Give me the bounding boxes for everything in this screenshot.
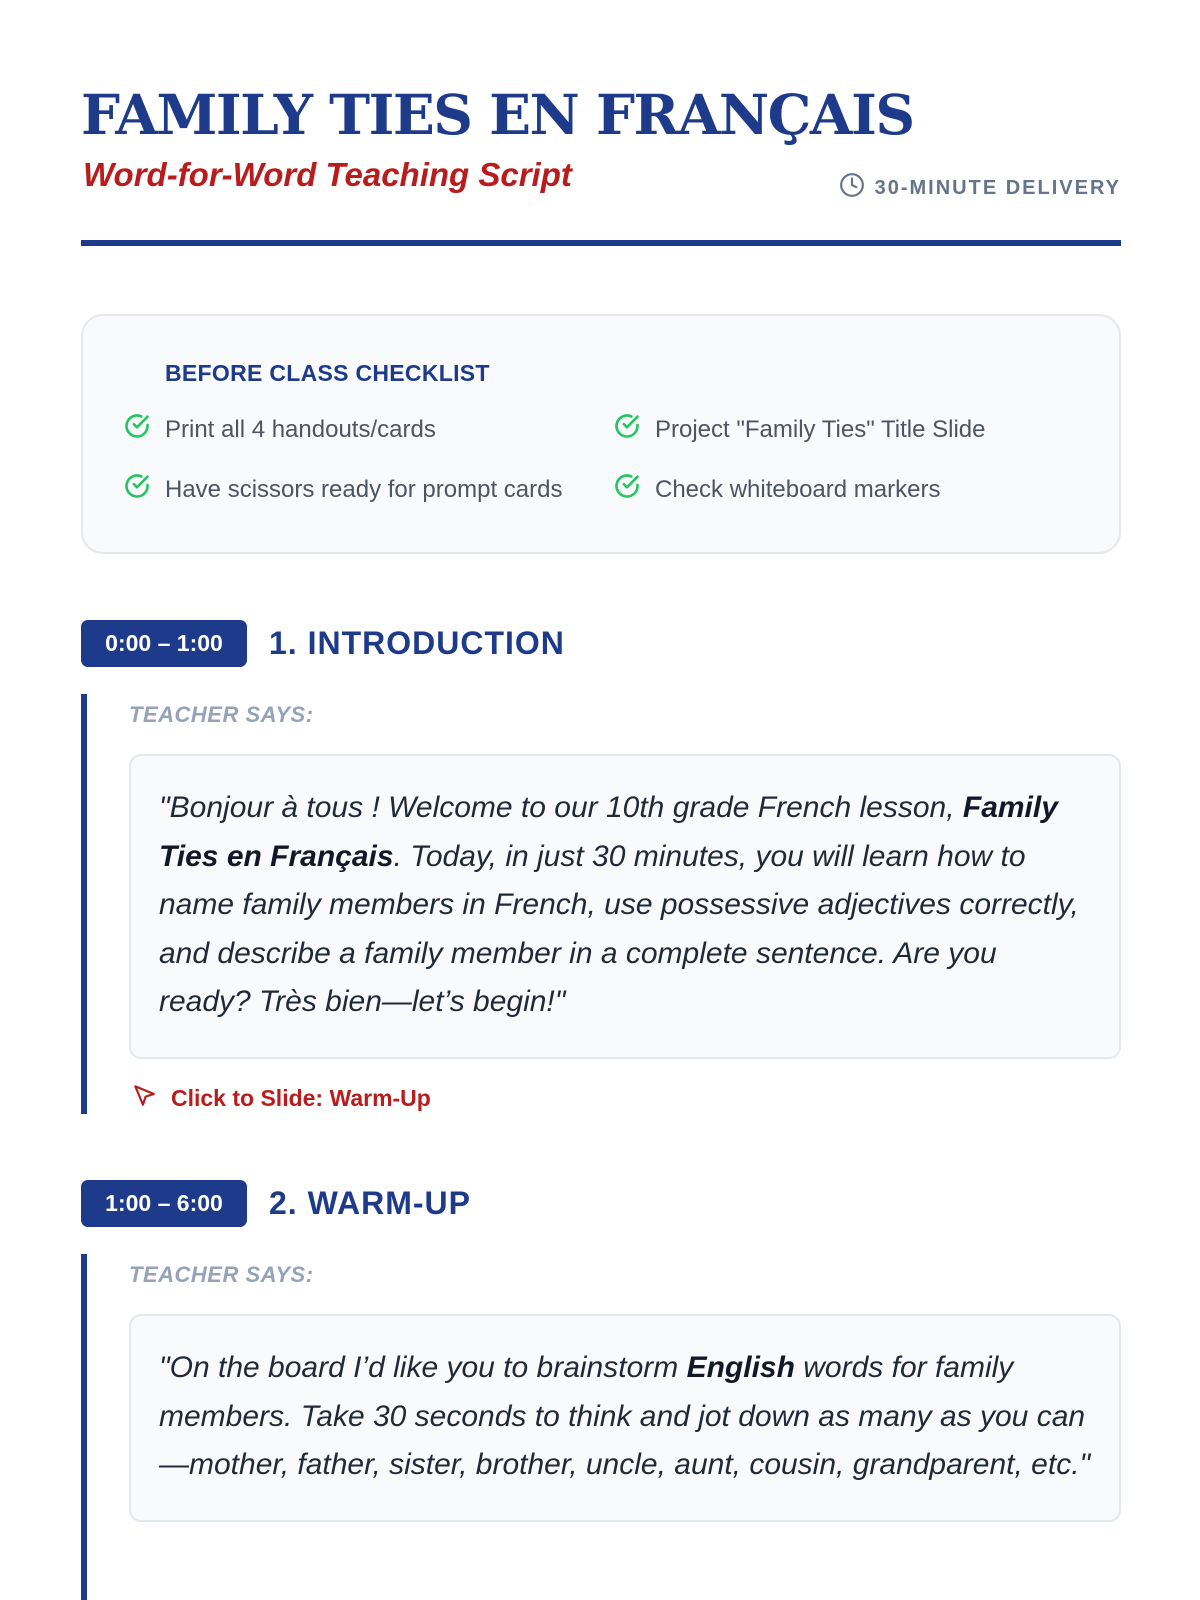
check-circle-icon [123,412,151,447]
checklist-item [123,472,562,507]
header-divider [81,240,1121,246]
quote-text: "On the board I’d like you to brainstorm [159,1351,687,1384]
section-body-introduction [81,694,1121,1114]
slide-cue-link[interactable] [131,1082,431,1114]
before-class-checklist [81,314,1121,554]
checklist-item-label: Have scissors ready for prompt cards [165,475,563,503]
checklist-item [613,412,985,447]
delivery-label: 30-MINUTE DELIVERY [874,176,1121,199]
page-title: FAMILY TIES EN FRANÇAIS [81,82,914,147]
section-body-warm-up [81,1254,1121,1600]
teacher-says-label: TEACHER SAYS: [129,1262,314,1287]
quote-emphasis: English [686,1351,795,1384]
quote-text: . Today, in just 30 minutes, you will learn how to name family members in French, use possessive adjectives correctly, and describe a family member in a complete sentence. Are you ready? Très bien—let’s begin!" [159,839,1079,1018]
checklist-item-label: Check whiteboard markers [655,475,941,503]
teacher-script-quote [129,1314,1121,1522]
check-circle-icon [123,472,151,507]
quote-emphasis: Family Ties en Français [159,791,1058,873]
teacher-script-quote [129,754,1121,1059]
time-badge: 1:00 – 6:00 [81,1180,247,1227]
time-badge: 0:00 – 1:00 [81,620,247,667]
checklist-item [123,412,436,447]
section-header-introduction [81,620,565,667]
section-title: 1. INTRODUCTION [269,625,565,661]
check-circle-icon [613,412,641,447]
quote-text: "Bonjour à tous ! Welcome to our 10th grade French lesson, [159,791,963,824]
clock-icon [839,172,865,204]
checklist-item-label: Project "Family Ties" Title Slide [655,415,986,443]
section-header-warm-up [81,1180,471,1227]
delivery-badge [839,172,1121,204]
cursor-click-icon [131,1082,157,1114]
checklist-title: BEFORE CLASS CHECKLIST [165,360,490,386]
slide-cue-label: Click to Slide: Warm-Up [171,1084,431,1111]
quote-text: words for family members. Take 30 seconds to think and jot down as many as you can—mother, father, sister, brother, uncle, aunt, cousin, grandparent, etc." [159,1351,1091,1481]
teacher-says-label: TEACHER SAYS: [129,702,314,727]
check-circle-icon [613,472,641,507]
page-subtitle: Word-for-Word Teaching Script [83,156,572,193]
checklist-item-label: Print all 4 handouts/cards [165,415,436,443]
checklist-item [613,472,940,507]
section-title: 2. WARM-UP [269,1185,471,1221]
